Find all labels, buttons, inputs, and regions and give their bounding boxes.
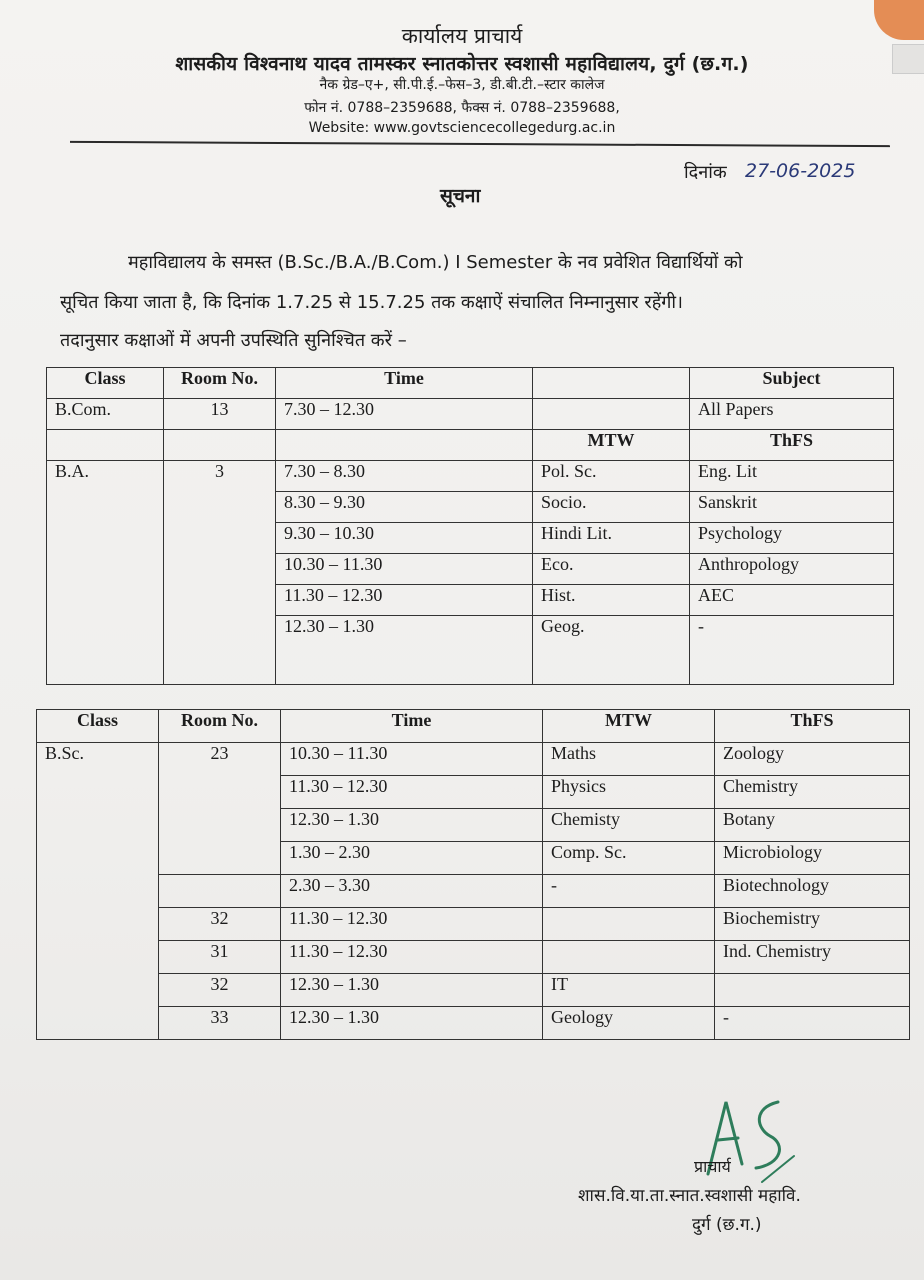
table-row <box>37 908 910 941</box>
office-title: कार्यालय प्राचार्य <box>401 24 523 48</box>
header-subject: Subject <box>690 368 894 399</box>
bsc-mtw: Geology <box>543 1007 715 1040</box>
bcom-class: B.Com. <box>47 399 164 430</box>
bcom-room: 13 <box>164 399 276 430</box>
bsc-time: 11.30 – 12.30 <box>281 908 543 941</box>
table-row <box>37 1007 910 1040</box>
ba-thfs: Psychology <box>690 523 894 554</box>
bsc-room: 33 <box>159 1007 281 1040</box>
ba-thfs: Anthropology <box>690 554 894 585</box>
ba-thfs: AEC <box>690 585 894 616</box>
table-row <box>37 974 910 1007</box>
bsc-thfs: Biochemistry <box>715 908 910 941</box>
bsc-thfs: Microbiology <box>715 842 910 875</box>
bsc-time: 11.30 – 12.30 <box>281 941 543 974</box>
bsc-class: B.Sc. <box>37 743 159 1040</box>
body-line-2: सूचित किया जाता है, कि दिनांक 1.7.25 से 15.7.25 तक कक्षाऐं संचालित निम्नानुसार रहेंगी। <box>60 292 683 313</box>
header-class: Class <box>37 710 159 743</box>
bsc-time: 10.30 – 11.30 <box>281 743 543 776</box>
signatory-title: प्राचार्य <box>694 1157 731 1176</box>
bsc-room: 23 <box>159 743 281 875</box>
bsc-thfs: Botany <box>715 809 910 842</box>
bsc-mtw: Comp. Sc. <box>543 842 715 875</box>
ba-mtw: Hindi Lit. <box>533 523 690 554</box>
bsc-room: 32 <box>159 974 281 1007</box>
bsc-mtw: - <box>543 875 715 908</box>
body-line-3: तदानुसार कक्षाओं में अपनी उपस्थिति सुनिश्चित करें – <box>60 330 407 351</box>
bcom-time: 7.30 – 12.30 <box>276 399 533 430</box>
table-header-row <box>37 710 910 743</box>
signatory-institution: शास.वि.या.ता.स्नात.स्वशासी महावि. <box>578 1186 801 1206</box>
ba-mtw: Hist. <box>533 585 690 616</box>
bsc-mtw <box>543 941 715 974</box>
bsc-mtw: Maths <box>543 743 715 776</box>
college-phone: फोन नं. 0788–2359688, फैक्स नं. 0788–2359688, <box>304 100 620 116</box>
college-website: Website: www.govtsciencecollegedurg.ac.in <box>308 120 616 136</box>
ba-mtw: Socio. <box>533 492 690 523</box>
ba-time: 11.30 – 12.30 <box>276 585 533 616</box>
bsc-time: 2.30 – 3.30 <box>281 875 543 908</box>
ba-thfs: Sanskrit <box>690 492 894 523</box>
notice-title: सूचना <box>440 185 481 207</box>
bcom-subject: All Papers <box>690 399 894 430</box>
bsc-time: 12.30 – 1.30 <box>281 974 543 1007</box>
college-grade: नैक ग्रेड–ए+, सी.पी.ई.–फेस–3, डी.बी.टी.–स्टार कालेज <box>319 77 605 93</box>
bsc-time: 1.30 – 2.30 <box>281 842 543 875</box>
ba-mtw: Pol. Sc. <box>533 461 690 492</box>
table-row <box>37 875 910 908</box>
header-thfs: ThFS <box>715 710 910 743</box>
header-class: Class <box>47 368 164 399</box>
bsc-mtw <box>543 908 715 941</box>
date-label: दिनांक <box>684 162 727 183</box>
bsc-thfs: Zoology <box>715 743 910 776</box>
bsc-room: 32 <box>159 908 281 941</box>
ba-mtw: Eco. <box>533 554 690 585</box>
ba-time: 7.30 – 8.30 <box>276 461 533 492</box>
table-header-row <box>47 368 894 399</box>
ba-room: 3 <box>164 461 276 685</box>
timetable-ba-bcom <box>46 367 894 685</box>
bsc-room <box>159 875 281 908</box>
table-row <box>47 399 894 430</box>
bsc-time: 12.30 – 1.30 <box>281 809 543 842</box>
ba-class: B.A. <box>47 461 164 685</box>
ba-mtw: Geog. <box>533 616 690 685</box>
header-time: Time <box>276 368 533 399</box>
table-row <box>47 461 894 492</box>
college-name: शासकीय विश्वनाथ यादव तामस्कर स्नातकोत्तर स्वशासी महाविद्यालय, दुर्ग (छ.ग.) <box>175 53 749 75</box>
subheader-row <box>47 430 894 461</box>
bsc-time: 12.30 – 1.30 <box>281 1007 543 1040</box>
bsc-mtw: IT <box>543 974 715 1007</box>
signatory-place: दुर्ग (छ.ग.) <box>692 1215 762 1235</box>
header-room: Room No. <box>164 368 276 399</box>
table-row <box>37 743 910 776</box>
header-mtw: MTW <box>543 710 715 743</box>
body-line-1: महाविद्यालय के समस्त (B.Sc./B.A./B.Com.) I Semester के नव प्रवेशित विद्यार्थियों को <box>128 252 743 273</box>
timetable-bsc <box>36 709 910 1040</box>
ba-thfs: Eng. Lit <box>690 461 894 492</box>
bsc-thfs <box>715 974 910 1007</box>
subheader-mtw: MTW <box>533 430 690 461</box>
header-room: Room No. <box>159 710 281 743</box>
header-time: Time <box>281 710 543 743</box>
bsc-mtw: Physics <box>543 776 715 809</box>
date-value: 27-06-2025 <box>745 160 856 182</box>
bsc-thfs: Biotechnology <box>715 875 910 908</box>
bsc-room: 31 <box>159 941 281 974</box>
bsc-thfs: Ind. Chemistry <box>715 941 910 974</box>
bsc-mtw: Chemisty <box>543 809 715 842</box>
ba-time: 10.30 – 11.30 <box>276 554 533 585</box>
ba-time: 12.30 – 1.30 <box>276 616 533 685</box>
table-row <box>37 941 910 974</box>
bsc-thfs: Chemistry <box>715 776 910 809</box>
ba-time: 8.30 – 9.30 <box>276 492 533 523</box>
ba-time: 9.30 – 10.30 <box>276 523 533 554</box>
bsc-thfs: - <box>715 1007 910 1040</box>
bsc-time: 11.30 – 12.30 <box>281 776 543 809</box>
subheader-thfs: ThFS <box>690 430 894 461</box>
ba-thfs: - <box>690 616 894 685</box>
